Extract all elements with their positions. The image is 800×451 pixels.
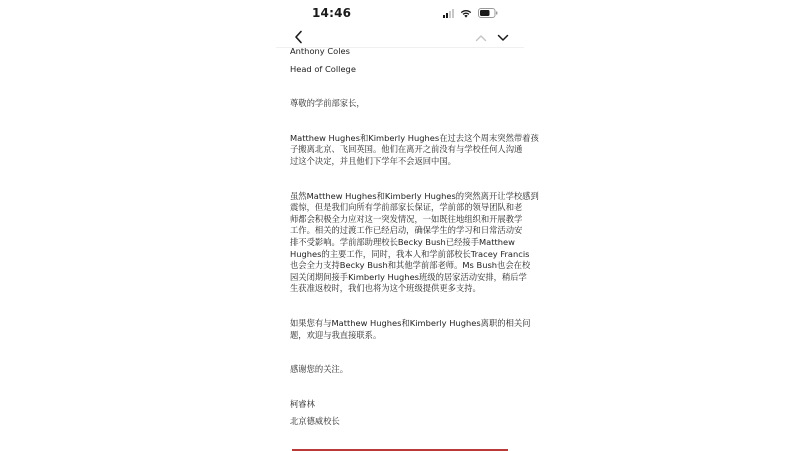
paragraph-line: 工作。相关的过渡工作已经启动，确保学生的学习和日常活动安 (290, 225, 523, 236)
status-icons (443, 8, 498, 18)
paragraph-line: 题，欢迎与我直接联系。 (290, 329, 382, 340)
chevron-down-icon[interactable] (496, 30, 510, 44)
greeting: 尊敬的学前部家长， (290, 98, 365, 109)
paragraph-1 (290, 132, 539, 168)
paragraph-line: 师都会积极全力应对这一突发情况，一如既往地组织和开展教学 (290, 213, 523, 224)
paragraph-3 (290, 317, 531, 341)
paragraph-line: 排不受影响。学前部助理校长Becky Bush已经接手Matthew (290, 236, 515, 247)
status-time: 14:46 (312, 6, 352, 20)
paragraph-line: Matthew Hughes和Kimberly Hughes在过去这个周末突然带着孩 (290, 132, 539, 143)
paragraph-line: 子搬离北京、飞回英国。他们在离开之前没有与学校任何人沟通 (290, 144, 523, 155)
chevron-left-icon[interactable] (292, 29, 306, 45)
mail-nav-bar (276, 28, 524, 46)
chevron-up-icon (474, 30, 488, 44)
battery-icon (478, 8, 498, 18)
signature-title: 北京德威校长 (290, 416, 340, 427)
closing: 感谢您的关注。 (290, 364, 349, 375)
cellular-signal-icon (443, 9, 454, 18)
paragraph-line: 园关闭期间接手Kimberly Hughes班级的居家活动安排，稍后学 (290, 271, 527, 282)
paragraph-line: Hughes的主要工作，同时，我本人和学前部校长Tracey Francis (290, 248, 530, 259)
signature-name: 柯睿林 (290, 398, 315, 409)
sender-title: Head of College (290, 63, 356, 74)
paragraph-line: 震惊，但是我们向所有学前部家长保证，学前部的领导团队和老 (290, 202, 523, 213)
footer-divider (292, 449, 508, 451)
paragraph-line: 生获准返校时，我们也将为这个班级提供更多支持。 (290, 283, 481, 294)
paragraph-line: 也会全力支持Becky Bush和其他学前部老师。Ms Bush也会在校 (290, 260, 531, 271)
sender-name: Anthony Coles (290, 46, 350, 56)
status-bar (276, 0, 524, 28)
paragraph-2 (290, 190, 539, 295)
wifi-icon (460, 9, 472, 18)
paragraph-line: 过这个决定，并且他们下学年不会返回中国。 (290, 155, 456, 166)
paragraph-line: 如果您有与Matthew Hughes和Kimberly Hughes离职的相关问 (290, 317, 531, 328)
phone-screen (276, 0, 539, 451)
email-body (290, 46, 539, 428)
paragraph-line: 虽然Matthew Hughes和Kimberly Hughes的突然离开让学校感到 (290, 190, 539, 201)
